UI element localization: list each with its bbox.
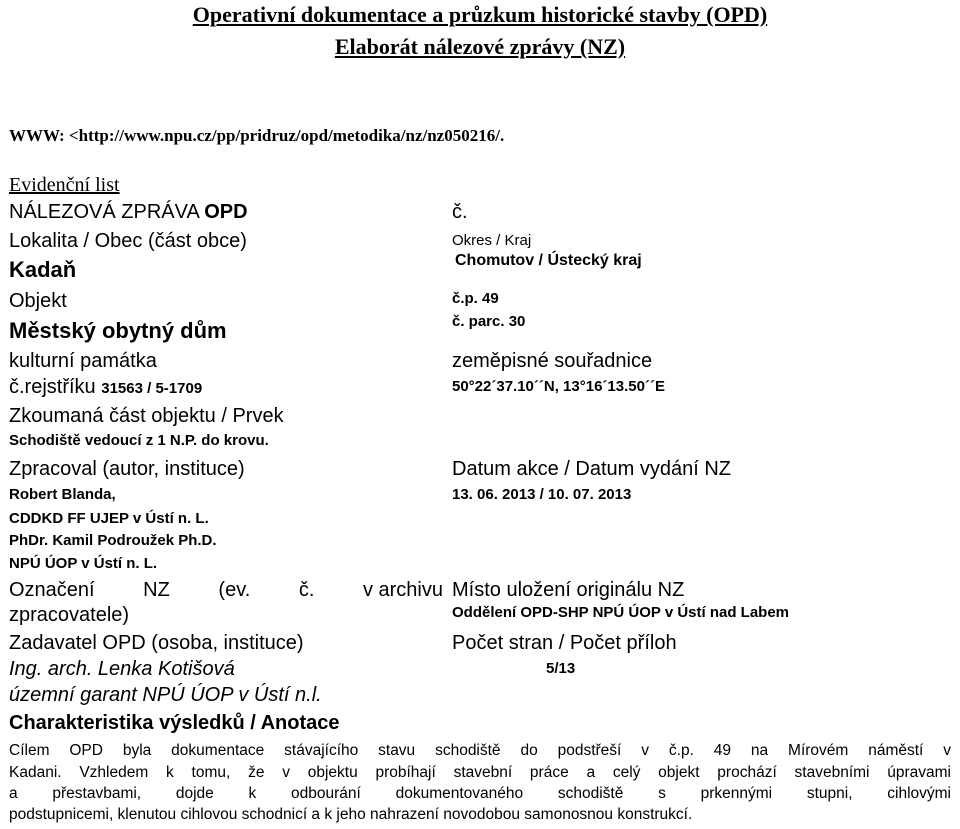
date-label: Datum akce / Datum vydání NZ	[452, 458, 731, 480]
examined-part-value: Schodiště vedoucí z 1 N.P. do krovu.	[9, 432, 269, 449]
pages-value: 5/13	[546, 660, 576, 677]
object-value: Městský obytný dům	[9, 318, 227, 343]
nz-designation-label	[9, 579, 443, 602]
register-label: č.rejstříku	[9, 376, 102, 398]
nz-designation-label-cont: zpracovatele)	[9, 604, 130, 626]
report-type-opd: OPD	[204, 201, 248, 223]
date-value: 13. 06. 2013 / 10. 07. 2013	[452, 486, 632, 503]
author-line: NPÚ ÚOP v Ústí n. L.	[9, 555, 158, 572]
locality-label: Lokalita / Obec (část obce)	[9, 230, 247, 252]
storage-label: Místo uložení originálu NZ	[452, 579, 685, 601]
annotation-line: Cílem OPD byla dokumentace stávajícího stavu schodiště do podstřeší v č.p. 49 na Mírovém náměstí v	[9, 742, 951, 759]
locality-value: Kadaň	[9, 257, 77, 282]
object-label: Objekt	[9, 290, 67, 312]
document-subtitle: Elaborát nálezové zprávy (NZ)	[334, 34, 626, 59]
designation-word: v archivu	[362, 579, 443, 601]
author-line: PhDr. Kamil Podroužek Ph.D.	[9, 532, 217, 549]
coordinates-label: zeměpisné souřadnice	[452, 350, 653, 372]
annotation-line: podstupnicemi, klenutou cihlovou schodnicí a k jeho nahrazení novodobou samonosnou konstrukcí.	[9, 806, 693, 823]
designation-word: (ev.	[218, 579, 251, 601]
author-line: Robert Blanda,	[9, 486, 116, 503]
parcel-number: č. parc. 30	[452, 313, 526, 330]
annotation-line: Kadani. Vzhledem k tomu, že v objektu probíhají stavební práce a celý objekt prochází stavebními úpravami	[9, 764, 951, 781]
client-label: Zadavatel OPD (osoba, instituce)	[9, 632, 304, 654]
monument-label: kulturní památka	[9, 350, 157, 372]
designation-word: NZ	[143, 579, 170, 601]
report-type-label: NÁLEZOVÁ ZPRÁVA	[9, 201, 205, 223]
register-number	[9, 376, 202, 399]
report-number-label: č.	[452, 201, 468, 223]
examined-part-label: Zkoumaná část objektu / Prvek	[9, 405, 284, 427]
author-label: Zpracoval (autor, instituce)	[9, 458, 245, 480]
pages-label: Počet stran / Počet příloh	[452, 632, 677, 654]
register-value: 31563 / 5-1709	[101, 380, 203, 397]
client-role: územní garant NPÚ ÚOP v Ústí n.l.	[9, 684, 322, 706]
www-reference: WWW: <http://www.npu.cz/pp/pridruz/opd/metodika/nz/nz050216/.	[9, 126, 505, 145]
designation-word: č.	[298, 579, 315, 601]
document-title: Operativní dokumentace a průzkum historické stavby (OPD)	[192, 2, 768, 27]
report-type	[9, 201, 248, 224]
client-name: Ing. arch. Lenka Kotišová	[9, 658, 235, 680]
house-number: č.p. 49	[452, 290, 499, 307]
author-line: CDDKD FF UJEP v Ústí n. L.	[9, 510, 209, 527]
annotation-line: a přestavbami, dojde k odbourání dokumentovaného schodiště s prkennými stupni, cihlovými	[9, 785, 951, 802]
designation-word: Označení	[9, 579, 95, 601]
storage-value: Oddělení OPD-SHP NPÚ ÚOP v Ústí nad Labem	[452, 604, 790, 621]
district-value: Chomutov / Ústecký kraj	[455, 252, 642, 269]
coordinates-value: 50°22´37.10´´N, 13°16´13.50´´E	[452, 378, 665, 395]
district-label: Okres / Kraj	[452, 232, 532, 249]
evidence-list-heading: Evidenční list	[9, 174, 120, 196]
annotation-heading: Charakteristika výsledků / Anotace	[9, 712, 340, 734]
